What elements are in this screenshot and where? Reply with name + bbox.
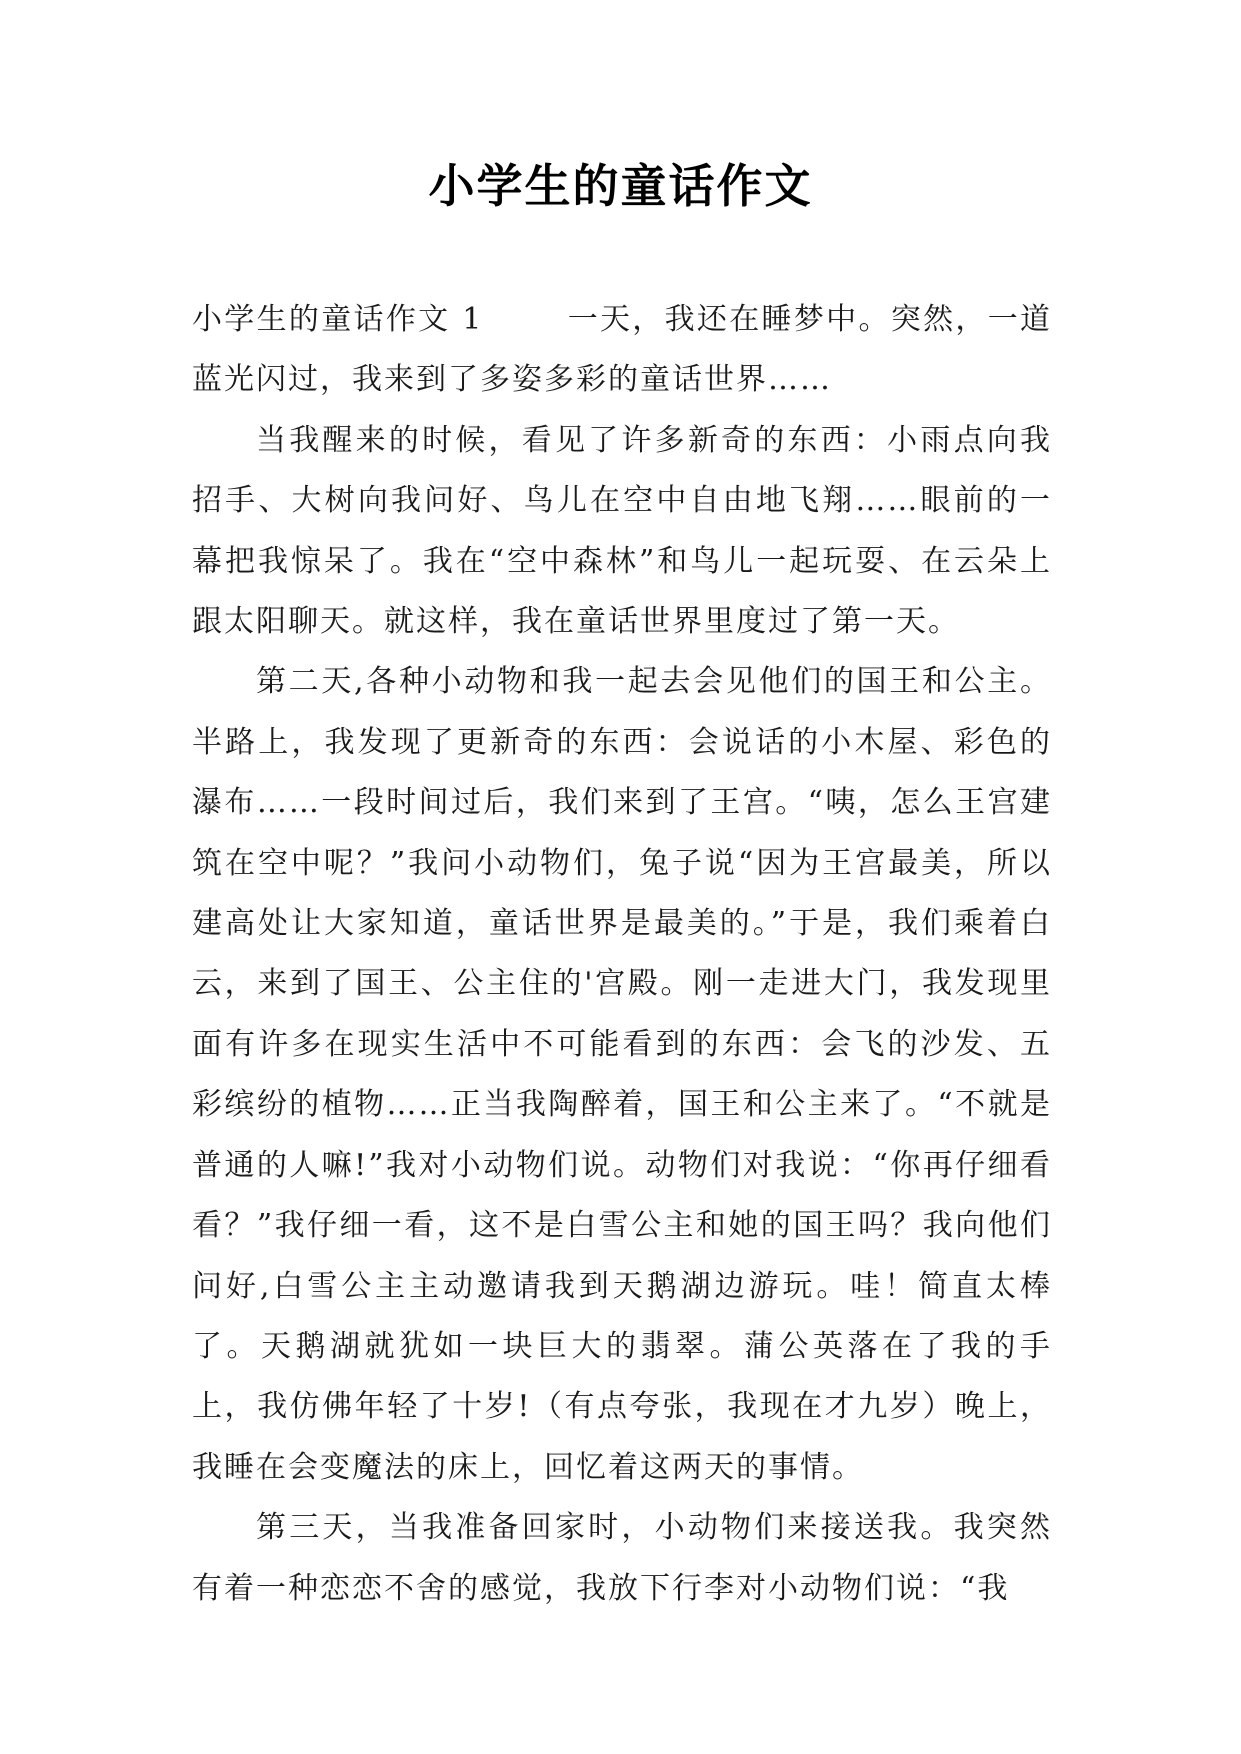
paragraph-1 xyxy=(192,290,1052,411)
paragraph-3: 第二天,各种小动物和我一起去会见他们的国王和公主。半路上，我发现了更新奇的东西：会说话的小木屋、彩色的瀑布……一段时间过后，我们来到了王宫。“咦，怎么王宫建筑在空中呢？”我问小动物们，兔子说“因为王宫最美，所以建高处让大家知道，童话世界是最美的。”于是，我们乘着白云，来到了国王、公主住的'宫殿。刚一走进大门，我发现里面有许多在现实生活中不可能看到的东西：会飞的沙发、五彩缤纷的植物……正当我陶醉着，国王和公主来了。“不就是普通的人嘛!”我对小动物们说。动物们对我说：“你再仔细看看？”我仔细一看，这不是白雪公主和她的国王吗？我向他们问好,白雪公主主动邀请我到天鹅湖边游玩。哇！简直太棒了。天鹅湖就犹如一块巨大的翡翠。蒲公英落在了我的手上，我仿佛年轻了十岁!（有点夸张，我现在才九岁）晚上，我睡在会变魔法的床上，回忆着这两天的事情。 xyxy=(192,664,1052,1485)
section-heading: 小学生的童话作文 1 xyxy=(192,302,484,337)
document-body xyxy=(192,290,1052,1619)
paragraph-2: 当我醒来的时候，看见了许多新奇的东西：小雨点向我招手、大树向我问好、鸟儿在空中自由地飞翔……眼前的一幕把我惊呆了。我在“空中森林”和鸟儿一起玩耍、在云朵上跟太阳聊天。就这样，我在童话世界里度过了第一天。 xyxy=(192,422,1052,640)
paragraph-4: 第三天，当我准备回家时，小动物们来接送我。我突然有着一种恋恋不舍的感觉，我放下行李对小动物们说：“我 xyxy=(192,1510,1052,1606)
document-title: 小学生的童话作文 xyxy=(428,159,813,213)
paragraph-1-text: 一天，我还在睡梦中。突然，一道蓝光闪过，我来到了多姿多彩的童话世界…… xyxy=(192,302,1052,398)
